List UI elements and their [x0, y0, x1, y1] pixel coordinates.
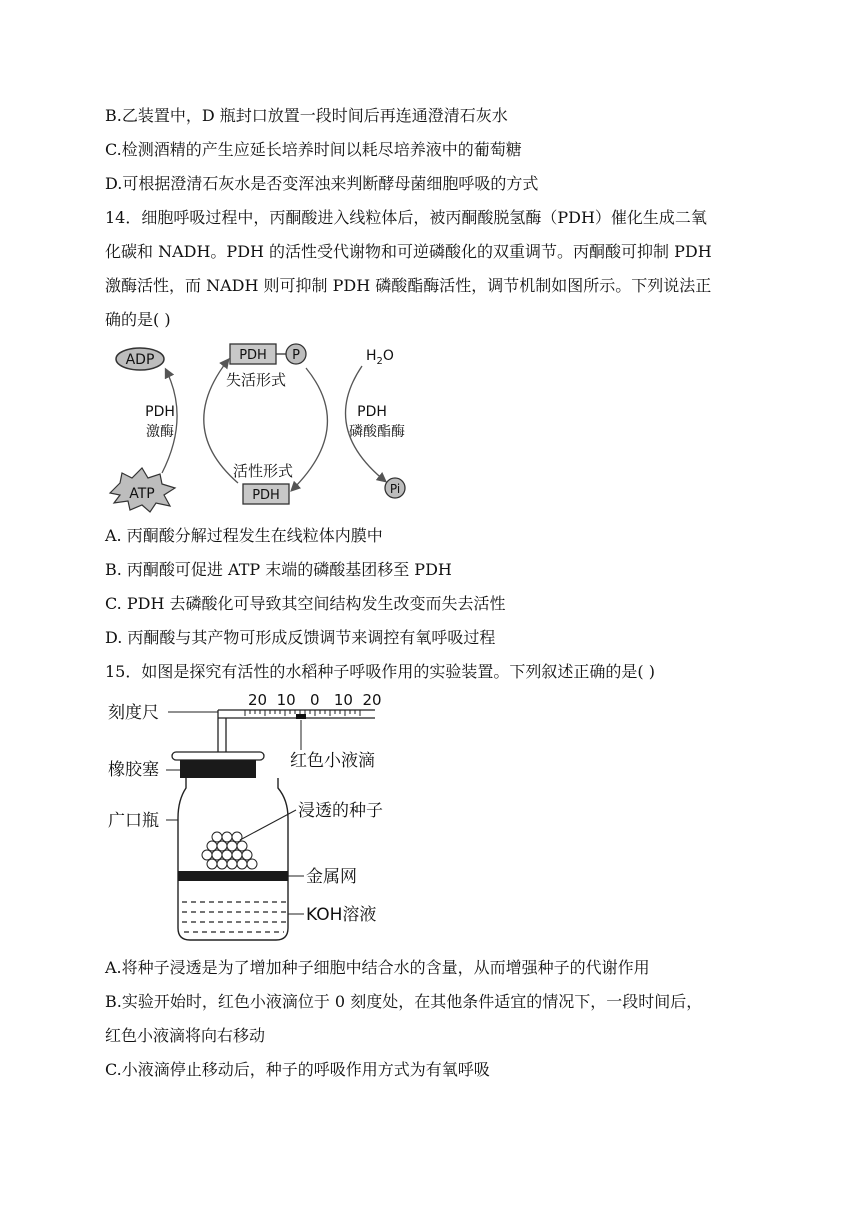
- active-form-label: 活性形式: [233, 462, 294, 480]
- q15-stem: 15．如图是探究有活性的水稻种子呼吸作用的实验装置。下列叙述正确的是( ): [105, 662, 655, 681]
- respiration-apparatus-diagram: [100, 688, 420, 946]
- pdh-inactive-box: [230, 344, 276, 364]
- q13-option-d: D.可根据澄清石灰水是否变浑浊来判断酵母菌细胞呼吸的方式: [105, 174, 539, 193]
- inactive-form-label: 失活形式: [226, 371, 287, 389]
- bottle-label: 广口瓶: [108, 811, 159, 831]
- svg-text:ATP: ATP: [129, 486, 155, 502]
- mesh-label: 金属网: [306, 867, 357, 887]
- q13-option-c: C.检测酒精的产生应延长培养时间以耗尽培养液中的葡萄糖: [105, 140, 522, 159]
- red-drop: [296, 714, 306, 719]
- koh-label: KOH溶液: [306, 905, 377, 925]
- phosphatase-label-2: 磷酸酯酶: [349, 424, 405, 440]
- q13-option-b: B.乙装置中，D 瓶封口放置一段时间后再连通澄清石灰水: [105, 106, 508, 125]
- dephosphorylation-arc: [292, 368, 327, 490]
- ruler-label: 刻度尺: [108, 703, 159, 723]
- metal-mesh: [178, 871, 288, 881]
- q15-option-a: A.将种子浸透是为了增加种子细胞中结合水的含量，从而增强种子的代谢作用: [105, 958, 650, 977]
- q15-option-b-cont: 红色小液滴将向右移动: [105, 1026, 266, 1045]
- phosphatase-label-1: PDH: [357, 404, 387, 420]
- q14-option-c: C. PDH 去磷酸化可导致其空间结构发生改变而失去活性: [105, 594, 506, 613]
- svg-text:PDH: PDH: [252, 488, 280, 503]
- svg-text:Pi: Pi: [389, 482, 401, 496]
- q14-option-b: B. 丙酮酸可促进 ATP 末端的磷酸基团移至 PDH: [105, 560, 452, 579]
- pi-circle: [385, 478, 405, 498]
- q14-stem-line-1: 14．细胞呼吸过程中，丙酮酸进入线粒体后，被丙酮酸脱氢酶（PDH）催化生成二氧: [105, 208, 707, 227]
- atp-node: [110, 468, 175, 512]
- q14-stem-line-3: 激酶活性，而 NADH 则可抑制 PDH 磷酸酯酶活性，调节机制如图所示。下列说法正: [105, 276, 712, 295]
- seeds-label: 浸透的种子: [298, 801, 383, 821]
- rubber-stopper: [172, 752, 264, 778]
- svg-text:P: P: [292, 348, 300, 363]
- pdh-active-box: [243, 484, 289, 504]
- phosphate-circle: [286, 344, 306, 364]
- adp-node: [116, 348, 164, 370]
- stopper-label: 橡胶塞: [108, 760, 159, 780]
- q14-stem-line-4: 确的是( ): [105, 310, 171, 329]
- svg-text:ADP: ADP: [125, 352, 155, 368]
- kinase-label-2: 激酶: [146, 424, 174, 440]
- pdh-regulation-diagram: [100, 338, 440, 513]
- water-label: $H_2O$: [366, 348, 394, 367]
- q14-option-a: A. 丙酮酸分解过程发生在线粒体内膜中: [105, 526, 383, 545]
- q15-option-b: B.实验开始时，红色小液滴位于 0 刻度处，在其他条件适宜的情况下，一段时间后，: [105, 992, 703, 1011]
- q14-option-d: D. 丙酮酸与其产物可形成反馈调节来调控有氧呼吸过程: [105, 628, 496, 647]
- svg-text:PDH: PDH: [239, 348, 267, 363]
- q15-option-c: C.小液滴停止移动后，种子的呼吸作用方式为有氧呼吸: [105, 1060, 490, 1079]
- scale-numbers: 20 10 0 10 20: [248, 691, 382, 709]
- kinase-arrow: [162, 370, 177, 473]
- drop-label: 红色小液滴: [290, 751, 375, 771]
- q14-stem-line-2: 化碳和 NADH。PDH 的活性受代谢物和可逆磷酸化的双重调节。丙酮酸可抑制 PDH: [105, 242, 712, 261]
- kinase-label-1: PDH: [145, 404, 175, 420]
